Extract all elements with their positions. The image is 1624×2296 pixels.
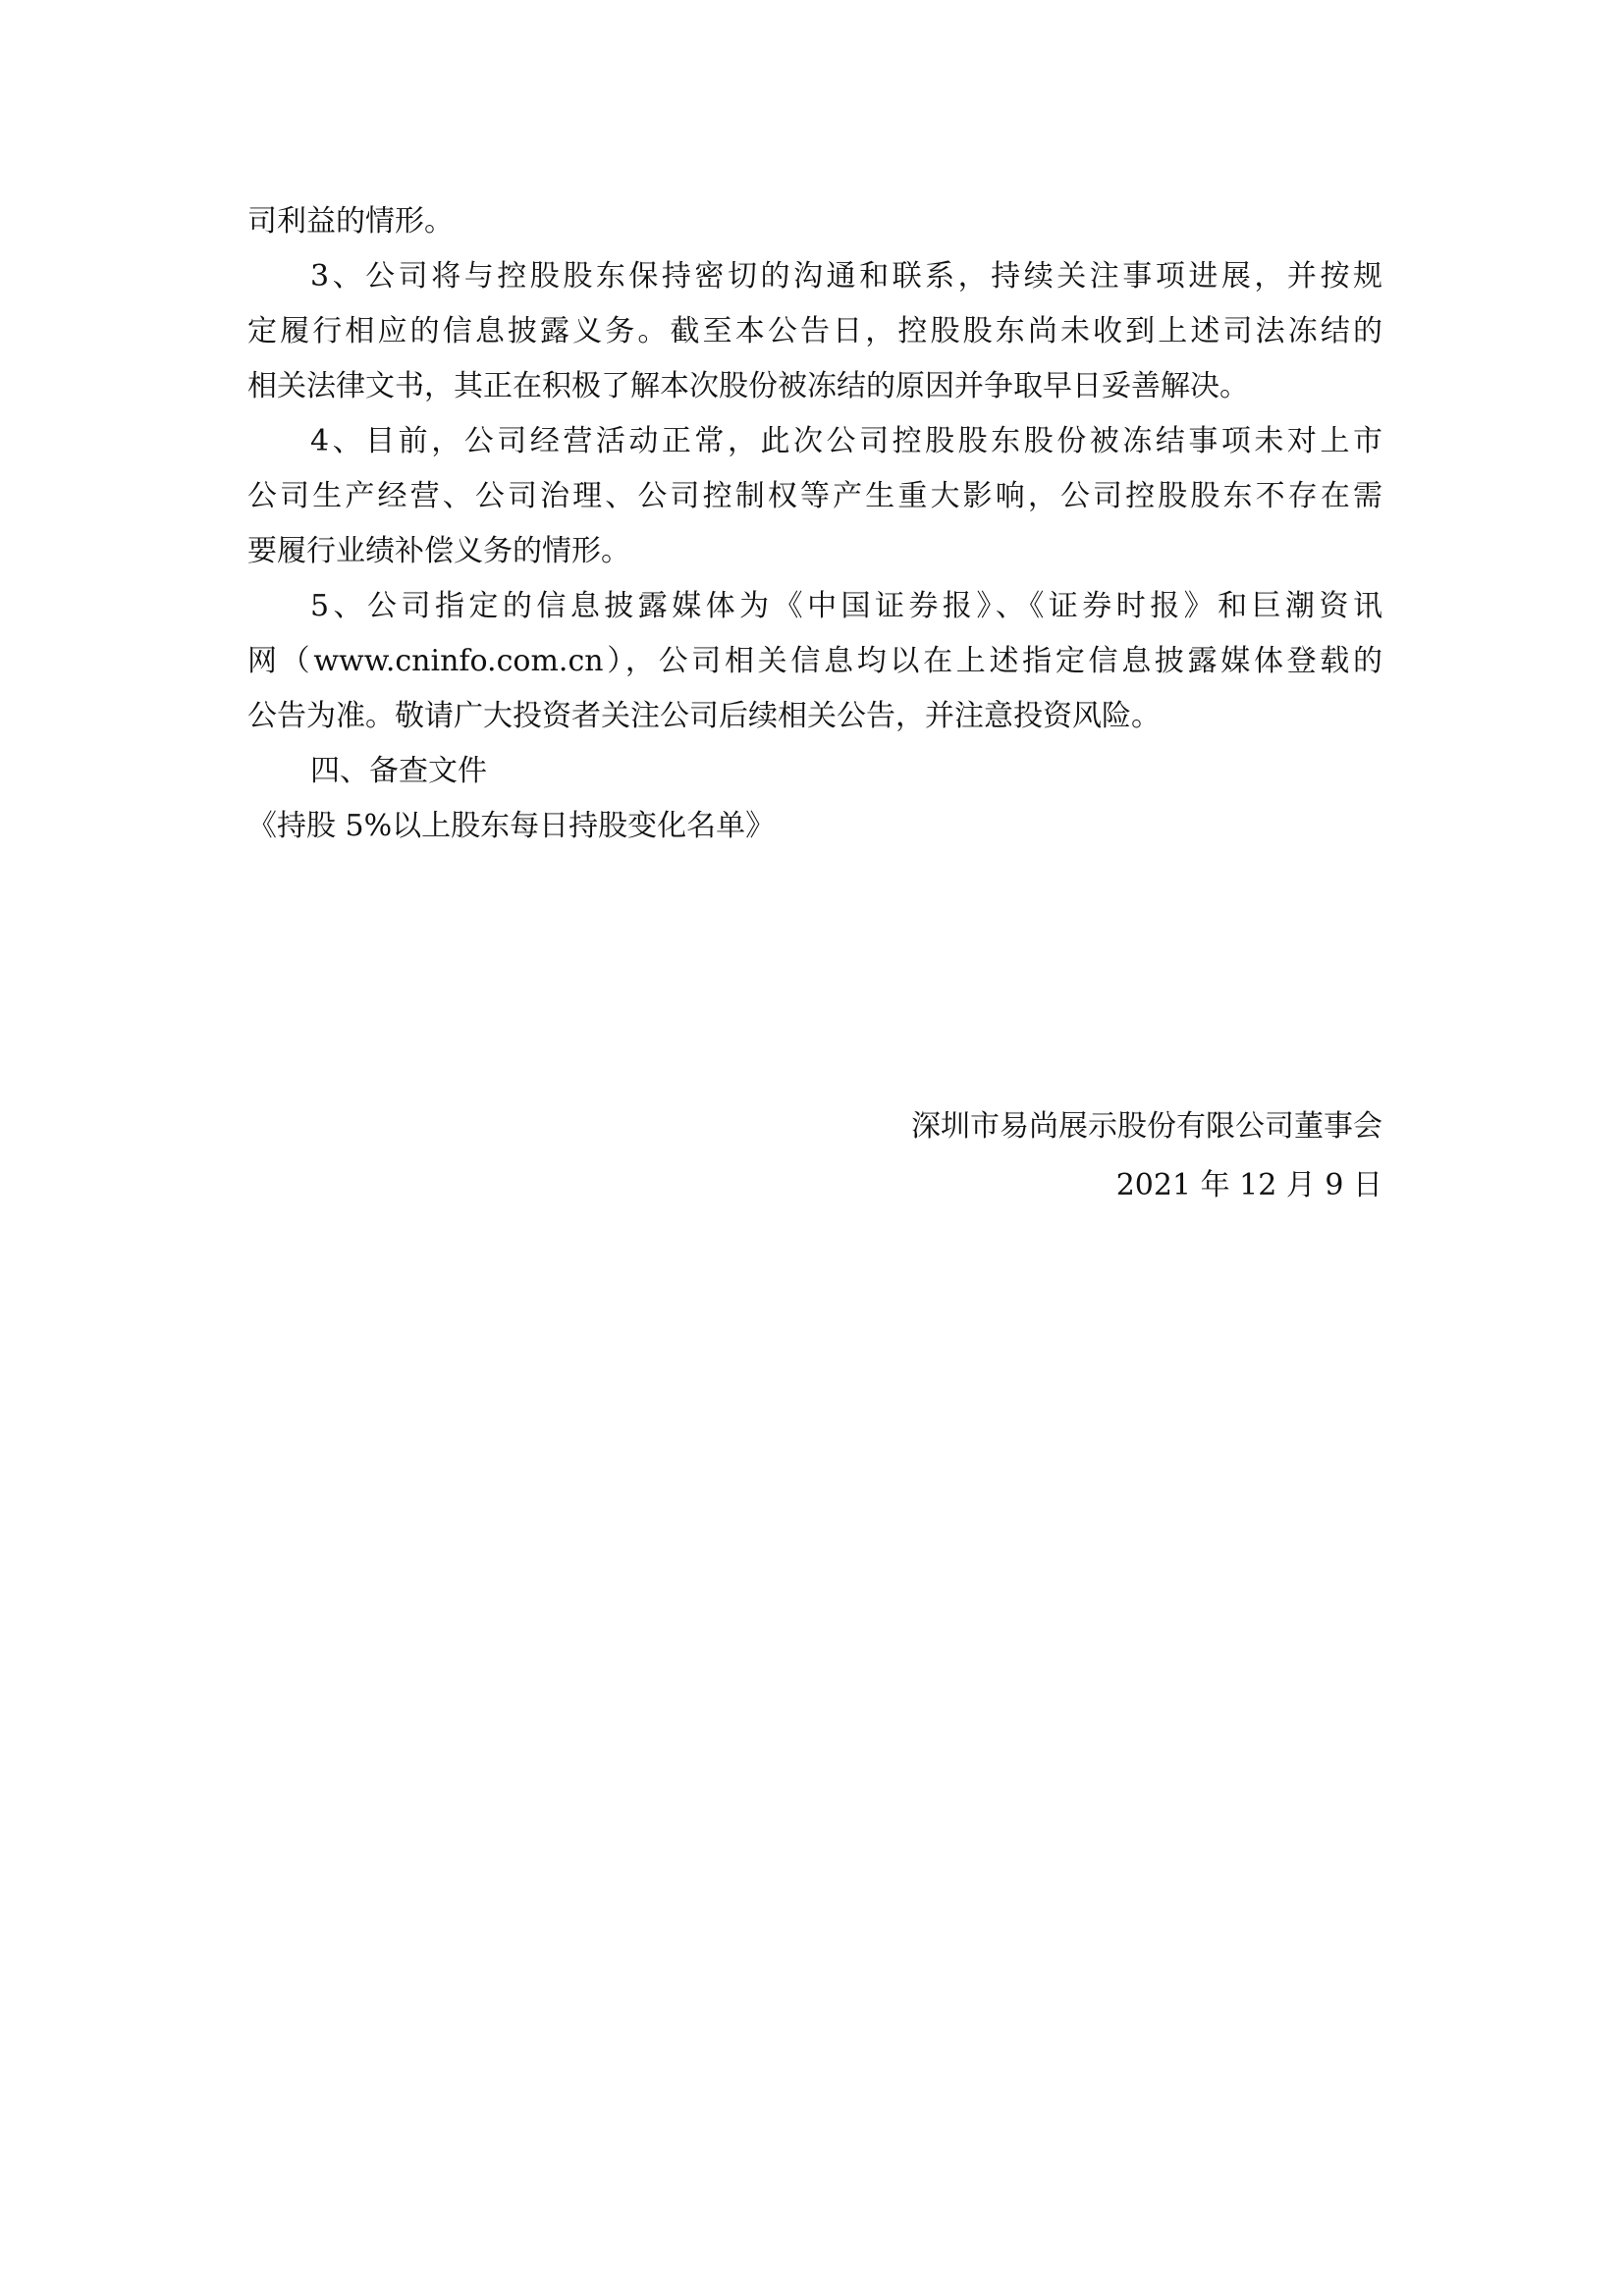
section-heading-reference-documents <box>247 744 1382 799</box>
signature-company: 深圳市易尚展示股份有限公司董事会 <box>911 1109 1382 1144</box>
signature-block <box>911 1097 1382 1215</box>
text-line: 公司生产经营、公司治理、公司控制权等产生重大影响，公司控股股东不存在需 <box>247 479 1382 513</box>
text-line: 定履行相应的信息披露义务。截至本公告日，控股股东尚未收到上述司法冻结的 <box>247 314 1382 348</box>
text-line: 司利益的情形。 <box>247 204 454 239</box>
reference-document-item <box>247 799 1382 854</box>
text-line: 相关法律文书，其正在积极了解本次股份被冻结的原因并争取早日妥善解决。 <box>247 369 1249 403</box>
text-line: 公告为准。敬请广大投资者关注公司后续相关公告，并注意投资风险。 <box>247 699 1161 733</box>
text-line: 网（www.cninfo.com.cn），公司相关信息均以在上述指定信息披露媒体登载的 <box>247 644 1382 678</box>
paragraph-item-5 <box>247 579 1382 744</box>
text-line: 3、公司将与控股股东保持密切的沟通和联系，持续关注事项进展，并按规 <box>310 259 1382 294</box>
section-heading: 四、备查文件 <box>310 754 487 788</box>
text-line: 4、目前，公司经营活动正常，此次公司控股股东股份被冻结事项未对上市 <box>310 424 1382 458</box>
reference-document-title: 《持股 5%以上股东每日持股变化名单》 <box>247 809 776 843</box>
text-line: 要履行业绩补偿义务的情形。 <box>247 534 630 568</box>
paragraph-item-4 <box>247 414 1382 579</box>
text-line: 5、公司指定的信息披露媒体为《中国证券报》、《证券时报》和巨潮资讯 <box>310 589 1382 623</box>
document-body <box>247 194 1382 854</box>
paragraph-item-3 <box>247 249 1382 414</box>
signature-date: 2021 年 12 月 9 日 <box>1115 1168 1382 1202</box>
paragraph-continuation <box>247 194 1382 249</box>
